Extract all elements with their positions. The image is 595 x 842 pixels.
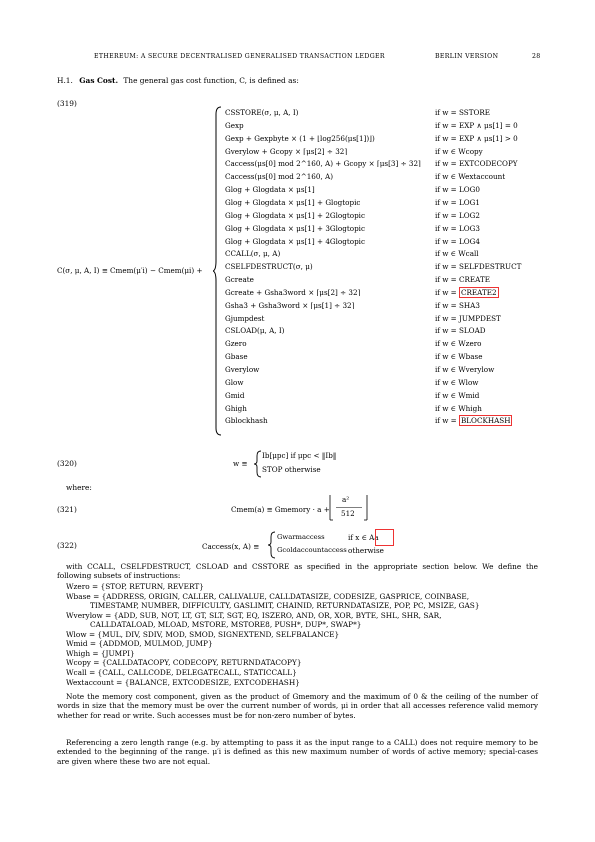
access-cost-cold-condition: otherwise xyxy=(348,546,384,555)
gas-case-condition: if w = EXTCODECOPY xyxy=(435,159,518,169)
instruction-subset-line: CALLDATALOAD, MLOAD, MSTORE, MSTORE8, PUSH*, DUP*, SWAP*} xyxy=(90,620,362,630)
gas-case-condition: if w = LOG0 xyxy=(435,185,480,195)
gas-case-expression: Caccess(μs[0] mod 2^160, A) + Gcopy × ⌈μs[3] ÷ 32⌉ xyxy=(225,159,421,169)
gas-case-expression: Gexp xyxy=(225,120,244,130)
gas-case-condition: if w = LOG2 xyxy=(435,210,480,220)
gas-case-expression: Caccess(μs[0] mod 2^160, A) xyxy=(225,172,334,182)
highlight-box-accessed-set xyxy=(375,529,394,546)
gas-case-expression: Glog + Glogdata × μs[1] + 4Glogtopic xyxy=(225,236,365,246)
access-cost-cold: Gcoldaccountaccess xyxy=(277,546,347,554)
paragraph-zero-length-range: Referencing a zero length range (e.g. by attempting to pass it as the input range to a CALL) does not require memory to be extended to the beginning of the range. μ′i is defined as this new maximum number of words of active memory; special-cases are given where these two are not equal. xyxy=(57,738,538,766)
running-header-version: BERLIN VERSION xyxy=(435,53,499,60)
section-heading xyxy=(57,76,299,85)
instruction-subset-line: Wbase = {ADDRESS, ORIGIN, CALLER, CALLVALUE, CALLDATASIZE, CODESIZE, GASPRICE, COINBASE, xyxy=(66,591,470,601)
equation-number-320: (320) xyxy=(57,459,77,468)
instruction-subset-line: Wcopy = {CALLDATACOPY, CODECOPY, RETURNDATACOPY} xyxy=(66,658,302,668)
gas-case-condition: if w = CREATE2 xyxy=(435,287,497,297)
gas-case-expression: Glow xyxy=(225,377,244,387)
gas-case-condition: if w ∈ Wmid xyxy=(435,390,480,400)
instruction-subset-line: TIMESTAMP, NUMBER, DIFFICULTY, GASLIMIT, CHAINID, RETURNDATASIZE, POP, PC, MSIZE, GAS} xyxy=(90,601,480,611)
gas-case-expression: Glog + Glogdata × μs[1] + 3Glogtopic xyxy=(225,223,365,233)
gas-case-expression: Glog + Glogdata × μs[1] xyxy=(225,185,315,195)
gas-case-expression: Gbase xyxy=(225,352,248,362)
instruction-subset-line: Wmid = {ADDMOD, MULMOD, JUMP} xyxy=(66,639,213,649)
cases-brace-319 xyxy=(213,106,223,436)
gas-case-condition: if w = BLOCKHASH xyxy=(435,416,511,426)
paragraph-instruction-subsets: with CCALL, CSELFDESTRUCT, CSLOAD and CSSTORE as specified in the appropriate section below. We define the following subsets of instructions: xyxy=(57,562,538,581)
section-title: Gas Cost. xyxy=(79,76,119,85)
gas-case-condition: if w = SHA3 xyxy=(435,300,480,310)
gas-case-condition: if w = CREATE xyxy=(435,275,490,285)
opcode-lhs: w ≡ xyxy=(233,459,248,468)
section-intro: The general gas cost function, C, is defined as: xyxy=(123,76,299,85)
instruction-subset-line: Whigh = {JUMPI} xyxy=(66,648,135,658)
gas-case-condition: if w ∈ Wlow xyxy=(435,377,479,387)
section-number: H.1. xyxy=(57,76,73,85)
gas-case-condition: if w = EXP ∧ μs[1] = 0 xyxy=(435,120,518,130)
highlight-box-opcode: CREATE2 xyxy=(461,287,497,297)
warm-condition-text: if x ∈ Aa xyxy=(348,533,379,542)
gas-case-expression: Gcreate xyxy=(225,275,254,285)
gas-case-condition: if w = EXP ∧ μs[1] > 0 xyxy=(435,133,518,143)
gas-case-expression: Glog + Glogdata × μs[1] + Glogtopic xyxy=(225,197,361,207)
gas-case-expression: Gzero xyxy=(225,339,247,349)
gas-case-expression: Gverylow xyxy=(225,365,260,374)
page-number: 28 xyxy=(532,53,541,60)
gas-case-condition: if w ∈ Wverylow xyxy=(435,365,495,374)
gas-case-expression: CSSTORE(σ, μ, A, I) xyxy=(225,108,299,117)
equation-number-321: (321) xyxy=(57,505,77,514)
instruction-subset-line: Wcall = {CALL, CALLCODE, DELEGATECALL, STATICCALL} xyxy=(66,667,297,677)
highlight-box-opcode: BLOCKHASH xyxy=(461,416,511,426)
gas-case-condition: if w = JUMPDEST xyxy=(435,313,501,323)
access-cost-lhs: Caccess(x, A) ≡ xyxy=(202,542,260,551)
gas-case-expression: CCALL(σ, μ, A) xyxy=(225,249,281,259)
gas-case-expression: Gjumpdest xyxy=(225,313,265,323)
gas-case-condition: if w ∈ Wextaccount xyxy=(435,172,506,182)
gas-case-condition: if w = LOG3 xyxy=(435,223,480,233)
fraction-denominator: 512 xyxy=(341,509,355,518)
memory-cost-formula: Cmem(a) ≡ Gmemory · a + xyxy=(231,505,330,514)
gas-case-expression: Gsha3 + Gsha3word × ⌈μs[1] ÷ 32⌉ xyxy=(225,300,355,310)
running-header-title: ETHEREUM: A SECURE DECENTRALISED GENERALISED TRANSACTION LEDGER xyxy=(94,53,385,60)
gas-case-condition: if w = LOG4 xyxy=(435,236,480,246)
gas-case-expression: CSLOAD(μ, A, I) xyxy=(225,326,285,336)
equation-number-319: (319) xyxy=(57,99,77,108)
gas-cost-lhs: C(σ, μ, A, I) ≡ Cmem(μ′i) − Cmem(μi) + xyxy=(57,266,203,275)
instruction-subset-line: Wzero = {STOP, RETURN, REVERT} xyxy=(66,582,204,591)
opcode-case-instruction: Ib[μpc] if μpc < ‖Ib‖ xyxy=(262,451,337,460)
gas-case-expression: Gcreate + Gsha3word × ⌈μs[2] ÷ 32⌉ xyxy=(225,287,361,297)
opcode-case-stop: STOP otherwise xyxy=(262,465,321,474)
gas-case-condition: if w ∈ Whigh xyxy=(435,403,482,413)
where-label: where: xyxy=(66,483,92,492)
gas-case-expression: Gverylow + Gcopy × ⌈μs[2] ÷ 32⌉ xyxy=(225,146,348,156)
gas-case-condition: if w = LOG1 xyxy=(435,197,480,207)
cases-brace-322 xyxy=(268,531,276,559)
gas-case-expression: Ghigh xyxy=(225,403,247,413)
gas-case-condition: if w ∈ Wzero xyxy=(435,339,482,349)
paragraph-memory-cost: Note the memory cost component, given as the product of Gmemory and the maximum of 0 & the ceiling of the number of words in size that the memory must be over the current number of words, μi in order that all accesses reference valid memory whether for read or write. Such accesses must be for non-zero number of bytes. xyxy=(57,692,538,720)
instruction-subset-line: Wlow = {MUL, DIV, SDIV, MOD, SMOD, SIGNEXTEND, SELFBALANCE} xyxy=(66,629,340,639)
instruction-subset-line: Wverylow = {ADD, SUB, NOT, LT, GT, SLT, SGT, EQ, ISZERO, AND, OR, XOR, BYTE, SHL, SHR, SAR, xyxy=(66,610,442,620)
fraction-numerator: a² xyxy=(342,495,350,504)
gas-case-condition: if w ∈ Wbase xyxy=(435,352,483,362)
gas-case-condition: if w = SELFDESTRUCT xyxy=(435,262,522,272)
gas-case-expression: Gmid xyxy=(225,390,245,400)
gas-case-condition: if w ∈ Wcopy xyxy=(435,146,483,156)
gas-case-condition: if w = SSTORE xyxy=(435,108,491,117)
equation-number-322: (322) xyxy=(57,541,77,550)
gas-case-expression: CSELFDESTRUCT(σ, μ) xyxy=(225,262,313,272)
instruction-subset-line: Wextaccount = {BALANCE, EXTCODESIZE, EXTCODEHASH} xyxy=(66,677,300,687)
gas-case-condition: if w = SLOAD xyxy=(435,326,486,336)
gas-case-expression: Gexp + Gexpbyte × (1 + ⌊log256(μs[1])⌋) xyxy=(225,133,375,143)
gas-case-expression: Gblockhash xyxy=(225,416,268,426)
access-cost-warm: Gwarmaccess xyxy=(277,533,325,541)
gas-case-expression: Glog + Glogdata × μs[1] + 2Glogtopic xyxy=(225,210,365,220)
gas-case-condition: if w ∈ Wcall xyxy=(435,249,479,259)
cases-brace-320 xyxy=(254,450,262,478)
